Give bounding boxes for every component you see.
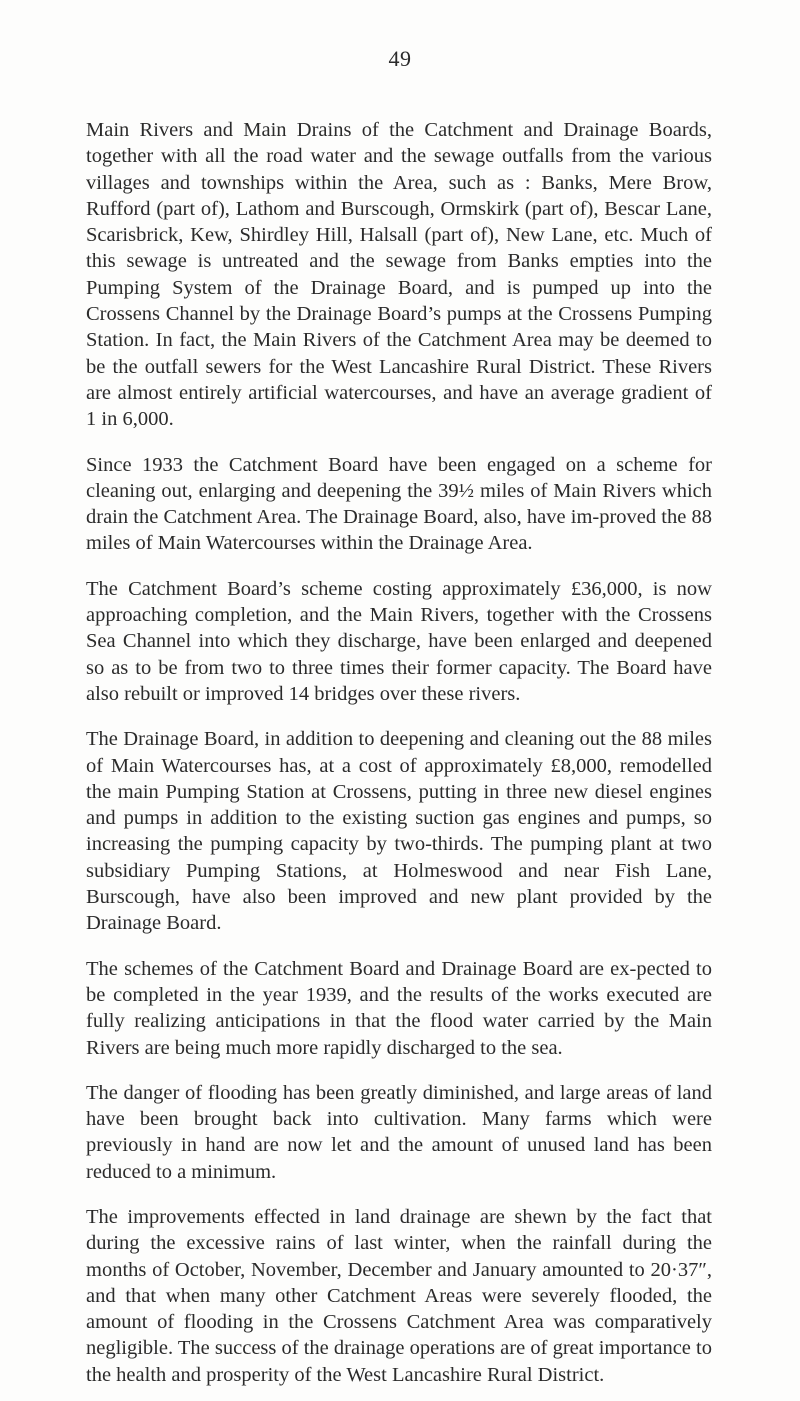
paragraph-scheme-since-1933: Since 1933 the Catchment Board have been engaged on a scheme for cleaning out, enlarging and deepening the 39½ miles of Main Rivers which drain the Catchment Area. The Drainage Board, also, have im-proved the 88 miles of Main Watercourses within the Drainage Area. xyxy=(86,453,712,555)
paragraph-sewage-outfalls: Main Rivers and Main Drains of the Catchment and Drainage Boards, together with all the road water and the sewage outfalls from the various villages and townships within the Area, such as : Banks, Mere Brow, Rufford (part of), Lathom and Burscough, Ormskirk (part of), Bescar Lane, Scarisbrick, Kew, Shirdley Hill, Halsall (part of), New Lane, etc. Much of this sewage is untreated and the sewage from Banks empties into the Pumping System of the Drainage Board, and is pumped up into the Crossens Channel by the Drainage Board’s pumps at the Crossens Pumping Station. In fact, the Main Rivers of the Catchment Area may be deemed to be the outfall sewers for the West Lancashire Rural District. These Rivers are almost entirely artificial watercourses, and have an average gradient of 1 in 6,000. xyxy=(86,119,712,431)
paragraph-flooding-diminished: The danger of flooding has been greatly diminished, and large areas of land have been brought back into cultivation. Many farms which were previously in hand are now let and the amount of unused land has been reduced to a minimum. xyxy=(86,1081,712,1183)
text-body xyxy=(86,117,712,1388)
paragraph-catchment-board-scheme: The Catchment Board’s scheme costing approximately £36,000, is now approaching completion, and the Main Rivers, together with the Crossens Sea Channel into which they discharge, have been enlarged and deepened so as to be from two to three times their former capacity. The Board have also rebuilt or improved 14 bridges over these rivers. xyxy=(86,577,712,705)
paragraph-improvements-rainfall: The improvements effected in land drainage are shewn by the fact that during the excessive rains of last winter, when the rainfall during the months of October, November, December and January amounted to 20·37″, and that when many other Catchment Areas were severely flooded, the amount of flooding in the Crossens Catchment Area was comparatively negligible. The success of the drainage operations are of great importance to the health and prosperity of the West Lancashire Rural District. xyxy=(86,1205,712,1386)
paragraph-drainage-board-works: The Drainage Board, in addition to deepening and cleaning out the 88 miles of Main Watercourses has, at a cost of approximately £8,000, remodelled the main Pumping Station at Crossens, putting in three new diesel engines and pumps in addition to the existing suction gas engines and pumps, so increasing the pumping capacity by two-thirds. The pumping plant at two subsidiary Pumping Stations, at Holmeswood and near Fish Lane, Burscough, have also been improved and new plant provided by the Drainage Board. xyxy=(86,728,712,935)
paragraph-completion-1939: The schemes of the Catchment Board and Drainage Board are ex-pected to be completed in the year 1939, and the results of the works executed are fully realizing anticipations in that the flood water carried by the Main Rivers are being much more rapidly discharged to the sea. xyxy=(86,957,712,1059)
page-number: 49 xyxy=(388,46,412,71)
